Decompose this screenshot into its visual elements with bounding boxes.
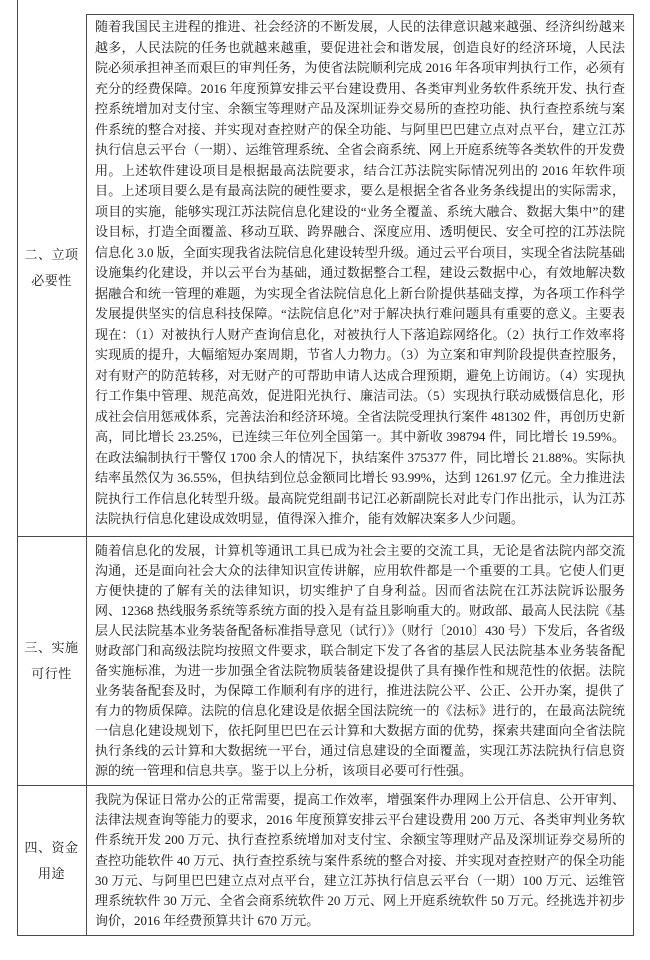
table-border-top	[86, 14, 634, 15]
row-content-fund-usage: 我院为保证日常办公的正常需要，提高工作效率，增强案件办理网上公开信息、公开审判、法律法规查询等能力的要求，2016 年度预算安排云平台建设费用 200 万元、各类审判业务软件系统开发 200 万元、执行查控系统增加对支付宝、余额宝等理财产品及深圳证券交易所的查控功能软件 40 万元、执行查控系统与案件系统的整合对接、并实现对查控财产的保全功能 30 万元、与阿里巴巴建立点对点平台，建立江苏执行信息云平台（一期）100 万元、运维管理系统软件 30 万元、全省会商系统软件 20 万元、网上开庭系统软件 50 万元。经挑选并初步询价，2016 年经费预算共计 670 万元。	[95, 792, 625, 929]
row-header-feasibility	[17, 537, 86, 785]
table-row-separator	[17, 785, 634, 786]
table-border-mid	[86, 14, 87, 936]
row-header-text: 用途	[37, 865, 65, 881]
row-header-text: 三、实施	[24, 640, 79, 655]
table-row-separator	[17, 536, 634, 537]
row-content-necessity: 随着我国民主进程的推进、社会经济的不断发展，人民的法律意识越来越强、经济纠纷越来越多，人民法院的任务也就越来越重，要促进社会和谐发展，创造良好的经济环境，人民法院必须承担神圣而艰巨的审判任务，为使省法院顺利完成 2016 年各项审判执行工作，必须有充分的经费保障。2016 年度预算安排云平台建设费用、各类审判业务软件系统开发、执行查控系统增加对支付宝、余额宝等理财产品及深圳证券交易所的查控功能、执行查控系统与案件系统的整合对接、并实现对查控财产的保全功能、与阿里巴巴建立点对点平台，建立江苏执行信息云平台（一期）、运维管理系统、全省会商系统、网上开庭系统等各类软件的开发费用。上述软件建设项目是根据最高法院要求，结合江苏法院实际情况列出的 2016 年软件项目。上述项目要么是有最高法院的硬性要求，要么是根据全省各业务条线提出的实际需求，项目的实施，能够实现江苏法院信息化建设的“业务全覆盖、系统大融合、数据大集中”的建设目标，打造全面覆盖、移动互联、跨界融合、深度应用、透明便民、安全可控的江苏法院信息化 3.0 版，全面实现我省法院信息化建设转型升级。通过云平台项目，实现全省法院基础设施集约化建设，并以云平台为基础，通过数据整合工程，建设云数据中心，有效地解决数据融合和统一管理的难题，为实现全省法院信息化上新台阶提供基础支撑，为各项工作科学发展提供坚实的信息科技保障。“法院信息化”对于解决执行难问题具有重要的意义。主要表现在：（1）对被执行人财产查询信息化，对被执行人下落追踪网络化。（2）执行工作效率将实现质的提升，大幅缩短办案周期，节省人力物力。（3）为立案和审判阶段提供查控服务，对有财产的防范转移，对无财产的可帮助申请人达成合理预期，避免上访闹访。（4）实现执行工作集中管理、规范高效，促进阳光执行、廉洁司法。（5）实现执行联动威慑信息化，形成社会信用惩戒体系，完善法治和经济环境。全省法院受理执行案件 481302 件，再创历史新高，同比增长 23.25%，已连续三年位列全国第一。其中新收 398794 件，同比增长 19.59%。在政法编制执行干警仅 1700 余人的情况下，执结案件 375377 件，同比增长 21.88%。实际执结率虽然仅为 36.55%，但执结到位总金额同比增长 93.99%，达到 1261.97 亿元。全力推进法院执行工作信息化转型升级。最高院党组副书记江必新副院长对此专门作出批示，认为江苏法院执行信息化建设成效明显，值得深入推介，能有效解决案多人少问题。	[95, 19, 625, 526]
table-border-bottom	[17, 935, 634, 936]
row-header-text: 可行性	[31, 666, 72, 681]
row-header-necessity	[17, 0, 86, 536]
row-header-text: 二、立项	[24, 247, 79, 262]
table-border-right	[633, 14, 634, 936]
row-header-text: 四、资金	[24, 839, 79, 855]
row-header-text: 必要性	[31, 273, 72, 288]
row-content-feasibility: 随着信息化的发展，计算机等通讯工具已成为社会主要的交流工具，无论是省法院内部交流沟通，还是面向社会大众的法律知识宣传讲解，应用软件都是一个重要的工具。它使人们更方便快捷的了解有关的法律知识，切实维护了自身利益。因而省法院在江苏法院诉讼服务网、12368 热线服务系统等系统方面的投入是有益且影响重大的。财政部、最高人民法院《基层人民法院基本业务装备配备标准指导意见（试行）》（财行〔2010〕430 号）下发后，各省级财政部门和高级法院均按照文件要求，联合制定下发了各省的基层人民法院基本业务装备配备实施标准，为进一步加强全省法院物质装备建设提供了具有操作性和规范性的依据。法院业务装备配套及时，为保障工作顺利有序的进行，推进法院公平、公正、公开办案，提供了有力的物质保障。法院的信息化建设是依据全国法院统一的《法标》进行的，在最高法院统一信息化建设规划下，依托阿里巴巴在云计算和大数据方面的优势，探索共建面向全省法院执行条线的云计算和大数据统一平台，通过信息建设的全面覆盖，实现江苏法院执行信息资源的统一管理和信息共享。鉴于以上分析，该项目必要可行性强。	[95, 543, 625, 778]
row-header-fund-usage	[17, 786, 86, 935]
